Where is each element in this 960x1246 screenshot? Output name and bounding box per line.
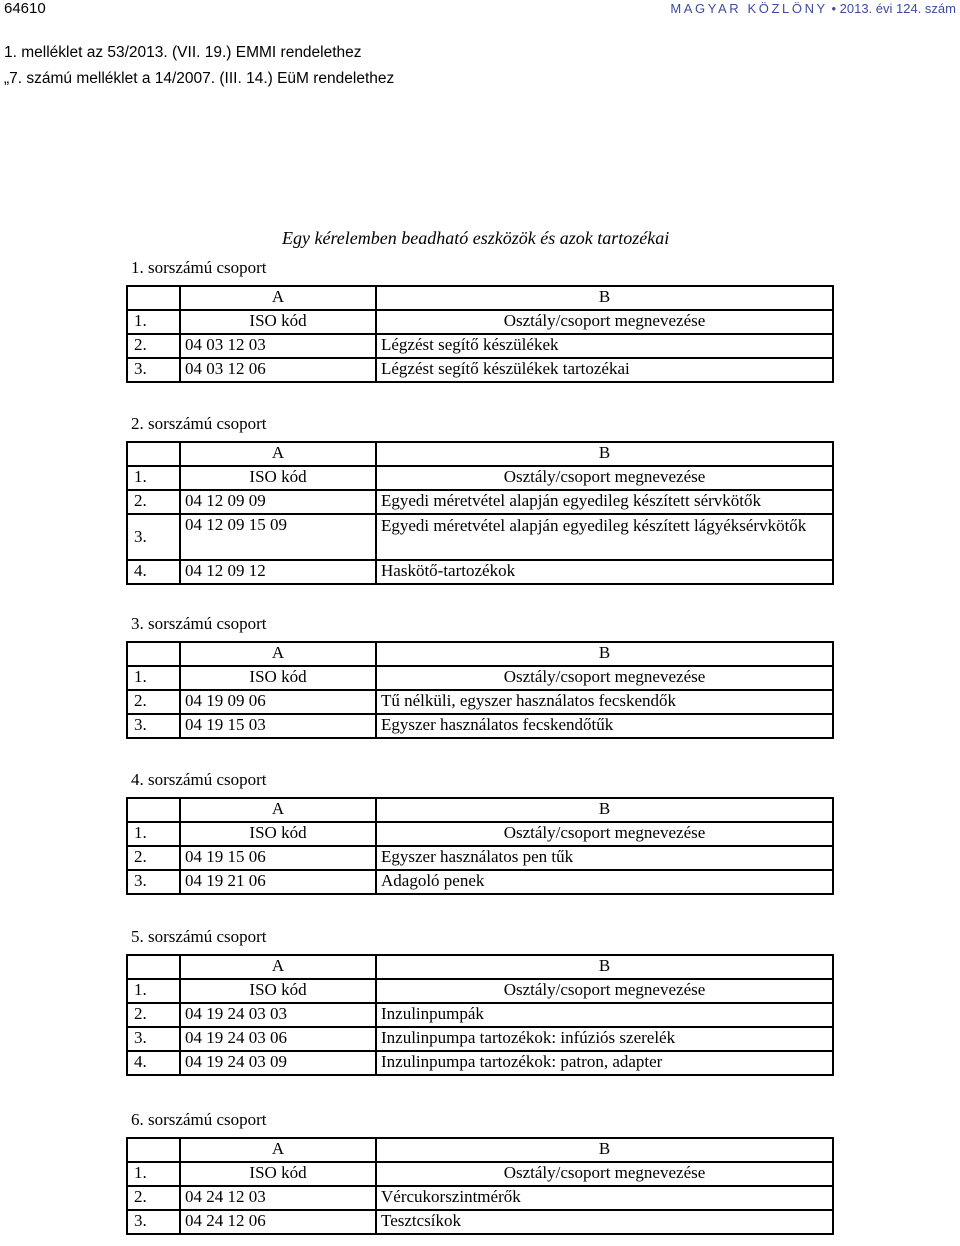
row-number: 3. <box>127 1210 180 1234</box>
journal-header <box>670 1 956 16</box>
table-row <box>127 1003 833 1027</box>
class-name: Egyedi méretvétel alapján egyedileg készített lágyéksérvkötők <box>376 514 833 560</box>
row-number: 3. <box>127 358 180 382</box>
group-table <box>126 641 834 739</box>
page-number: 64610 <box>4 0 46 17</box>
table-row <box>127 714 833 738</box>
row-number: 3. <box>127 1027 180 1051</box>
corner-cell <box>127 642 180 666</box>
iso-code: 04 12 09 12 <box>180 560 376 584</box>
column-a-header: A <box>180 798 376 822</box>
column-a-header: A <box>180 642 376 666</box>
row-number: 2. <box>127 334 180 358</box>
column-b-header: B <box>376 798 833 822</box>
column-b-header: B <box>376 642 833 666</box>
table-row <box>127 870 833 894</box>
iso-code-header: ISO kód <box>180 466 376 490</box>
class-name: Adagoló penek <box>376 870 833 894</box>
row-number: 4. <box>127 560 180 584</box>
iso-code-header: ISO kód <box>180 666 376 690</box>
iso-code: 04 03 12 06 <box>180 358 376 382</box>
class-name: Inzulinpumpa tartozékok: patron, adapter <box>376 1051 833 1075</box>
row-number: 2. <box>127 690 180 714</box>
row-number: 2. <box>127 1186 180 1210</box>
table-row <box>127 514 833 560</box>
class-name-header: Osztály/csoport megnevezése <box>376 1162 833 1186</box>
iso-code: 04 03 12 03 <box>180 334 376 358</box>
column-a-header: A <box>180 955 376 979</box>
class-name-header: Osztály/csoport megnevezése <box>376 310 833 334</box>
table-header-row <box>127 666 833 690</box>
table-row <box>127 490 833 514</box>
class-name: Vércukorszintmérők <box>376 1186 833 1210</box>
column-b-header: B <box>376 955 833 979</box>
iso-code: 04 12 09 15 09 <box>180 514 376 560</box>
row-number: 2. <box>127 490 180 514</box>
iso-code: 04 19 24 03 06 <box>180 1027 376 1051</box>
iso-code: 04 19 09 06 <box>180 690 376 714</box>
column-letter-row <box>127 286 833 310</box>
row-number: 2. <box>127 1003 180 1027</box>
iso-code: 04 19 24 03 03 <box>180 1003 376 1027</box>
class-name: Inzulinpumpa tartozékok: infúziós szerelék <box>376 1027 833 1051</box>
table-row <box>127 334 833 358</box>
group-table <box>126 441 834 585</box>
table-header-row <box>127 979 833 1003</box>
class-name: Légzést segítő készülékek <box>376 334 833 358</box>
annex-line-2: „7. számú melléklet a 14/2007. (III. 14.) EüM rendelethez <box>4 70 395 87</box>
row-number: 3. <box>127 514 180 560</box>
column-a-header: A <box>180 286 376 310</box>
group-table <box>126 797 834 895</box>
class-name-header: Osztály/csoport megnevezése <box>376 666 833 690</box>
column-letter-row <box>127 798 833 822</box>
class-name-header: Osztály/csoport megnevezése <box>376 466 833 490</box>
column-letter-row <box>127 955 833 979</box>
column-letter-row <box>127 442 833 466</box>
group-label: 1. sorszámú csoport <box>131 258 267 277</box>
table-row <box>127 1210 833 1234</box>
class-name: Egyszer használatos fecskendőtűk <box>376 714 833 738</box>
row-number: 1. <box>127 666 180 690</box>
corner-cell <box>127 798 180 822</box>
corner-cell <box>127 442 180 466</box>
iso-code: 04 24 12 06 <box>180 1210 376 1234</box>
table-header-row <box>127 466 833 490</box>
class-name: Egyszer használatos pen tűk <box>376 846 833 870</box>
column-b-header: B <box>376 442 833 466</box>
group-label: 5. sorszámú csoport <box>131 927 267 946</box>
annex-line-1: 1. melléklet az 53/2013. (VII. 19.) EMMI rendelethez <box>4 44 362 61</box>
group-table <box>126 954 834 1076</box>
class-name: Haskötő-tartozékok <box>376 560 833 584</box>
class-name-header: Osztály/csoport megnevezése <box>376 979 833 1003</box>
journal-issue: 2013. évi 124. szám <box>839 1 956 16</box>
table-header-row <box>127 310 833 334</box>
iso-code: 04 24 12 03 <box>180 1186 376 1210</box>
class-name: Tesztcsíkok <box>376 1210 833 1234</box>
iso-code: 04 19 24 03 09 <box>180 1051 376 1075</box>
column-b-header: B <box>376 286 833 310</box>
iso-code: 04 19 15 06 <box>180 846 376 870</box>
group-label: 6. sorszámú csoport <box>131 1110 267 1129</box>
iso-code-header: ISO kód <box>180 979 376 1003</box>
group-table <box>126 285 834 383</box>
column-letter-row <box>127 642 833 666</box>
column-a-header: A <box>180 1138 376 1162</box>
row-number: 1. <box>127 822 180 846</box>
class-name: Tű nélküli, egyszer használatos fecskendők <box>376 690 833 714</box>
row-number: 1. <box>127 310 180 334</box>
table-row <box>127 560 833 584</box>
table-header-row <box>127 1162 833 1186</box>
row-number: 3. <box>127 870 180 894</box>
column-b-header: B <box>376 1138 833 1162</box>
corner-cell <box>127 955 180 979</box>
row-number: 1. <box>127 979 180 1003</box>
class-name-header: Osztály/csoport megnevezése <box>376 822 833 846</box>
iso-code-header: ISO kód <box>180 1162 376 1186</box>
header-bullet: • <box>831 1 837 16</box>
table-row <box>127 846 833 870</box>
iso-code: 04 12 09 09 <box>180 490 376 514</box>
iso-code-header: ISO kód <box>180 310 376 334</box>
class-name: Egyedi méretvétel alapján egyedileg készített sérvkötők <box>376 490 833 514</box>
row-number: 4. <box>127 1051 180 1075</box>
column-letter-row <box>127 1138 833 1162</box>
table-row <box>127 1186 833 1210</box>
table-row <box>127 1051 833 1075</box>
corner-cell <box>127 1138 180 1162</box>
group-label: 2. sorszámú csoport <box>131 414 267 433</box>
corner-cell <box>127 286 180 310</box>
journal-name: MAGYAR KÖZLÖNY <box>670 1 828 16</box>
iso-code: 04 19 15 03 <box>180 714 376 738</box>
class-name: Légzést segítő készülékek tartozékai <box>376 358 833 382</box>
table-header-row <box>127 822 833 846</box>
iso-code: 04 19 21 06 <box>180 870 376 894</box>
row-number: 1. <box>127 1162 180 1186</box>
row-number: 1. <box>127 466 180 490</box>
row-number: 3. <box>127 714 180 738</box>
document-title: Egy kérelemben beadható eszközök és azok tartozékai <box>282 228 670 248</box>
row-number: 2. <box>127 846 180 870</box>
table-row <box>127 690 833 714</box>
group-table <box>126 1137 834 1235</box>
table-row <box>127 358 833 382</box>
table-row <box>127 1027 833 1051</box>
column-a-header: A <box>180 442 376 466</box>
iso-code-header: ISO kód <box>180 822 376 846</box>
group-label: 4. sorszámú csoport <box>131 770 267 789</box>
group-label: 3. sorszámú csoport <box>131 614 267 633</box>
class-name: Inzulinpumpák <box>376 1003 833 1027</box>
